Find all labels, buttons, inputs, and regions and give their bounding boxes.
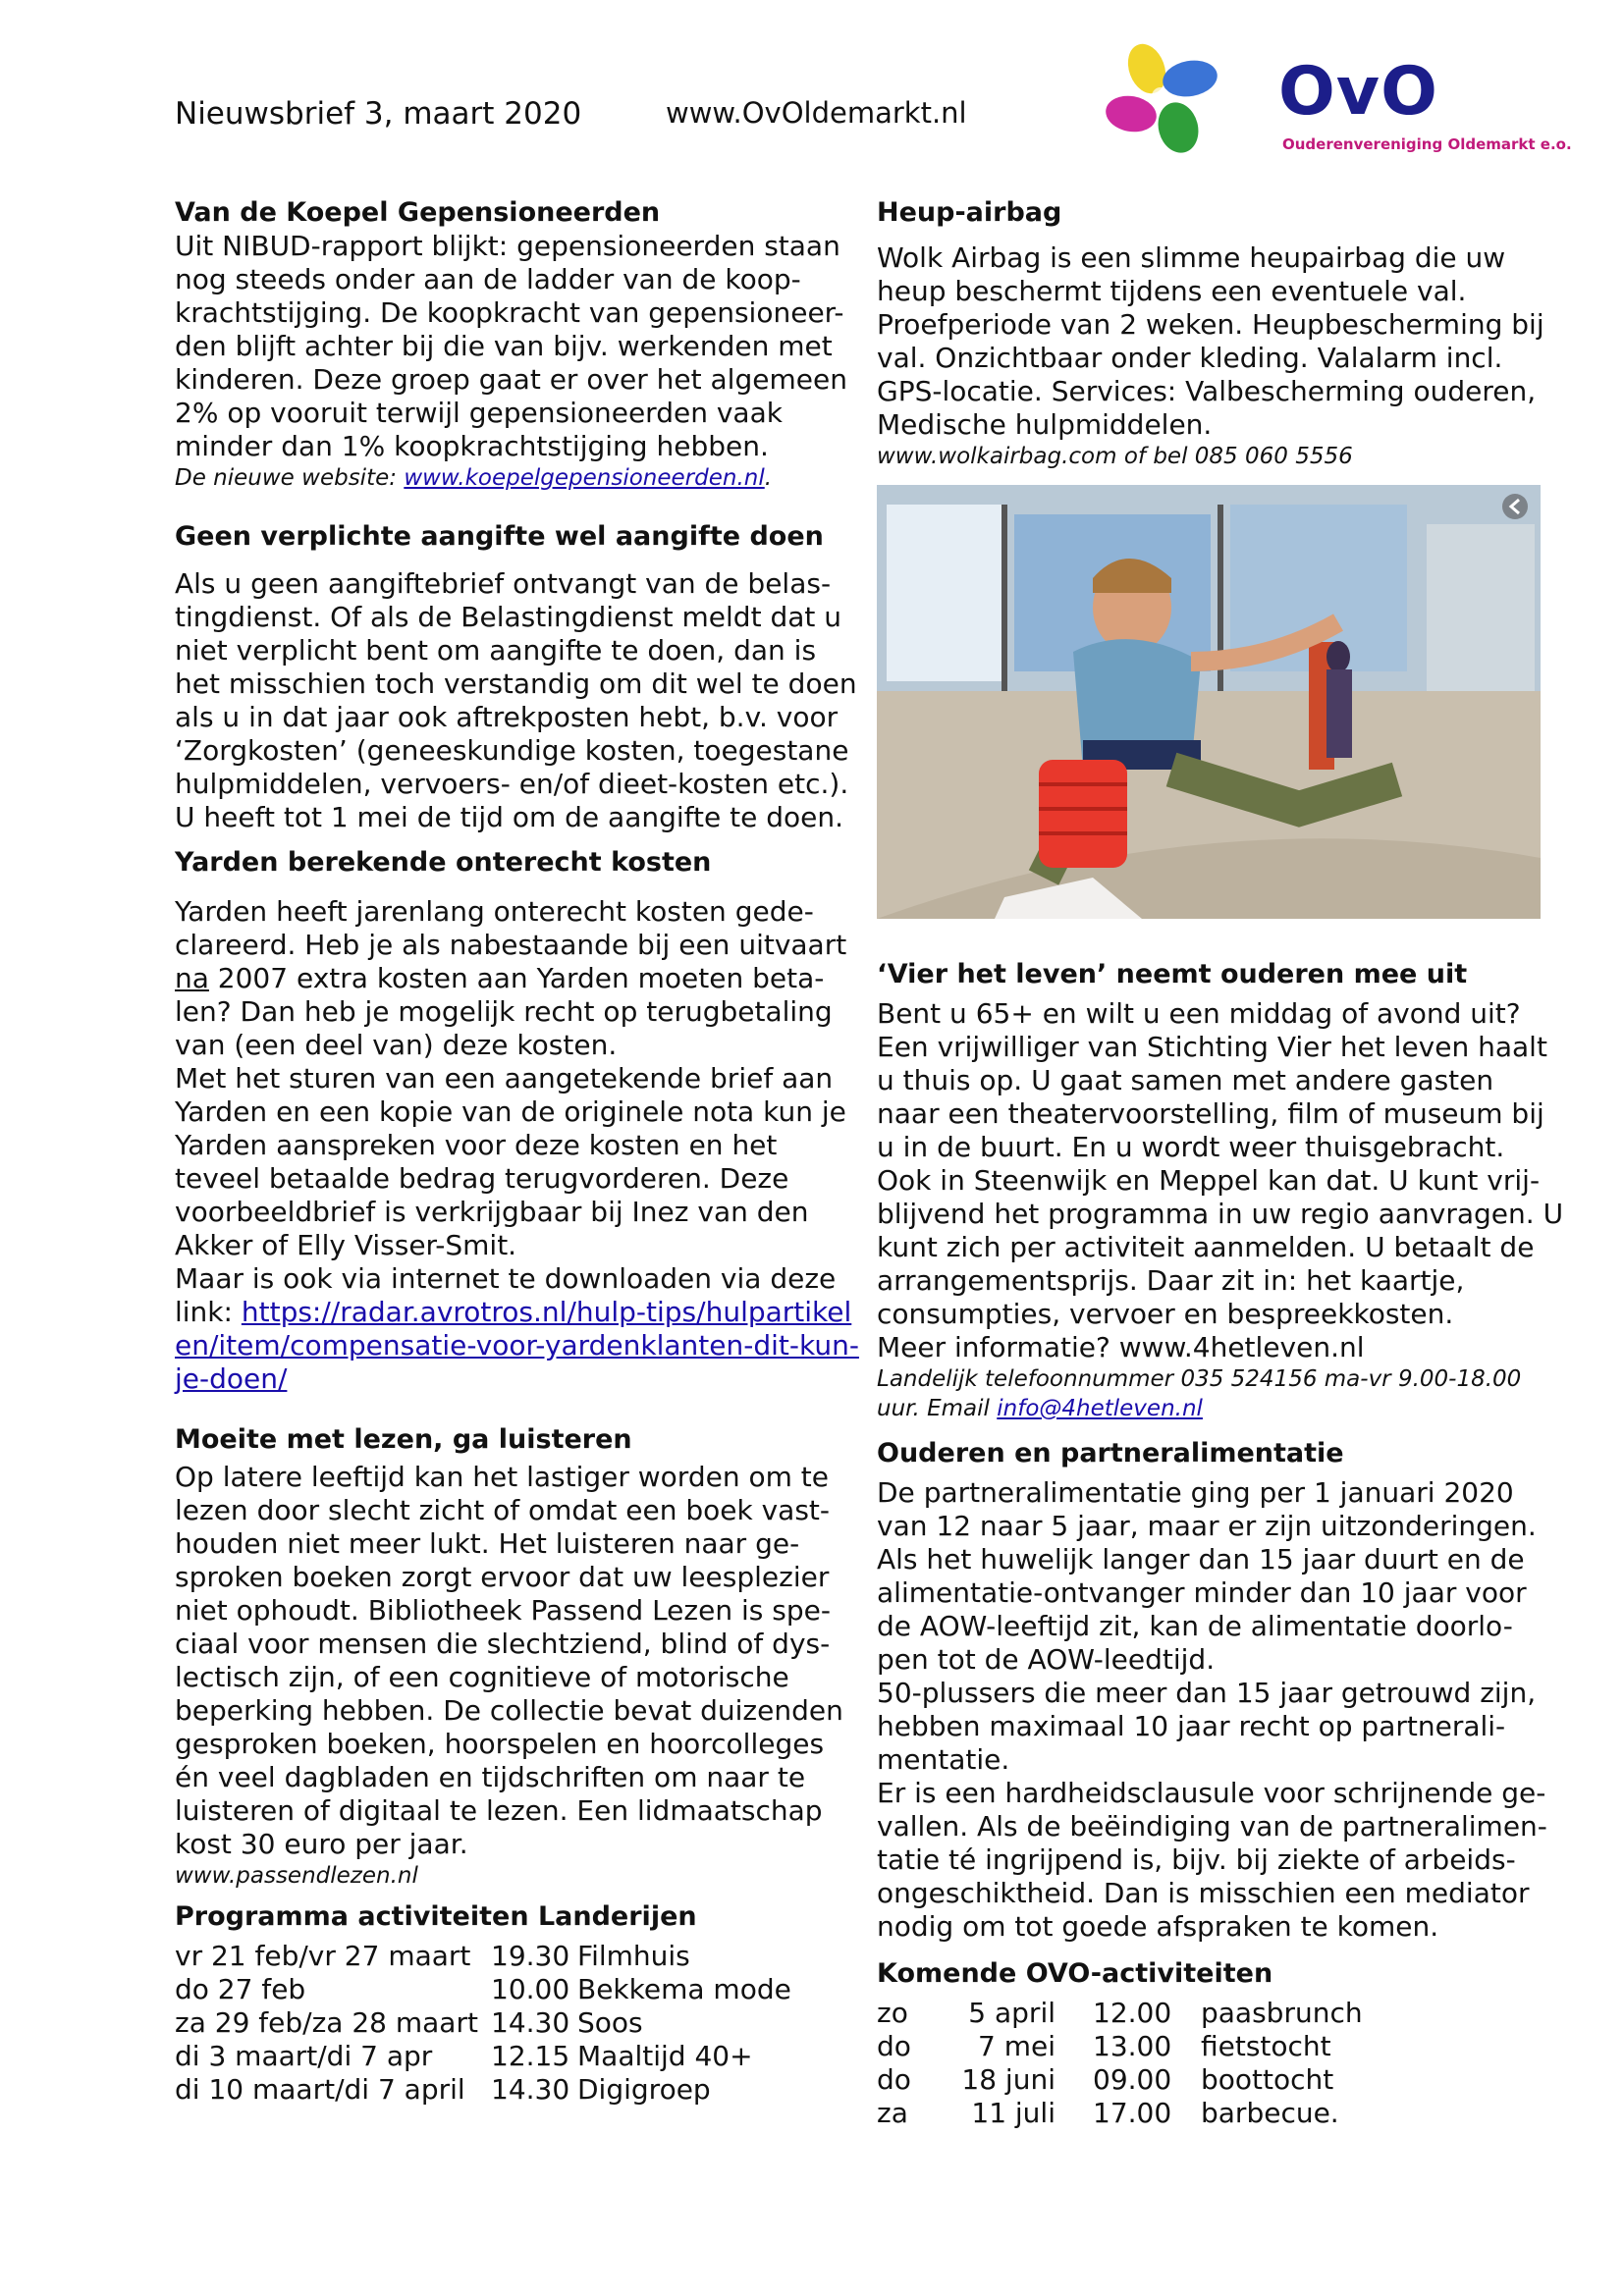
yarden-body-1u: na bbox=[175, 962, 209, 994]
activity-time: 09.00 bbox=[1093, 2063, 1172, 2096]
activity-row bbox=[877, 2063, 1363, 2097]
schedule-time: 14.30 bbox=[491, 2006, 570, 2039]
activity-day: do bbox=[877, 2063, 911, 2096]
activity-what: paasbrunch bbox=[1201, 1997, 1363, 2029]
schedule-date: vr 21 feb/vr 27 maart bbox=[175, 1940, 471, 1972]
airbag-source: www.wolkairbag.com of bel 085 060 5556 bbox=[877, 444, 1353, 469]
schedule-time: 10.00 bbox=[491, 1973, 570, 2005]
activity-time: 13.00 bbox=[1093, 2030, 1172, 2062]
schedule-row bbox=[175, 2040, 791, 2073]
yarden-body-1b: 2007 extra kosten aan Yarden moeten beta-len? Dan heb je mogelijk recht op terugbetaling van (een deel van) deze kosten. bbox=[175, 962, 833, 1061]
vier-body: Bent u 65+ en wilt u een middag of avond uit? Een vrijwilliger van Stichting Vier het leven haalt u thuis op. U gaat samen met andere gasten naar een theatervoorstelling, film of museum bij u in de buurt. En u wordt weer thuisgebracht. Ook in Steenwijk en Meppel kan dat. U kunt vrij-blijvend het programma in uw regio aanvragen. U kunt zich per activiteit aanmelden. U betaalt de arrangementsprijs. Daar zit in: het kaartje, consumpties, vervoer en bespreekkosten. bbox=[877, 997, 1564, 1330]
yarden-body-1a: Yarden heeft jarenlang onterecht kosten gede-clareerd. Heb je als nabestaande bij een uitvaart bbox=[175, 895, 847, 961]
alimentatie-body-1: De partneralimentatie ging per 1 januari 2020 van 12 naar 5 jaar, maar er zijn uitzonderingen. Als het huwelijk langer dan 15 jaar duurt en de alimentatie-ontvanger minder dan 10 jaar voor de AOW-leeftijd zit, kan de alimentatie doorlo-pen tot de AOW-leedtijd. bbox=[877, 1476, 1537, 1676]
vier-source bbox=[877, 1364, 1564, 1423]
yarden-body-3 bbox=[175, 1262, 862, 1396]
airbag-demo-image bbox=[877, 485, 1541, 919]
activity-row bbox=[877, 1997, 1363, 2030]
vier-email-link[interactable]: info@4hetleven.nl bbox=[997, 1396, 1203, 1421]
koepel-source bbox=[175, 463, 862, 493]
schedule-activity: Filmhuis bbox=[577, 1940, 690, 1972]
activity-row bbox=[877, 2097, 1363, 2130]
flower-logo-icon bbox=[1100, 37, 1237, 165]
koepel-source-label: De nieuwe website: bbox=[175, 465, 405, 491]
landerijen-heading: Programma activiteiten Landerijen bbox=[175, 1901, 697, 1932]
landerijen-schedule bbox=[175, 1940, 791, 2107]
koepel-source-suffix: . bbox=[764, 465, 773, 491]
schedule-activity: Soos bbox=[577, 2006, 643, 2039]
alimentatie-heading: Ouderen en partneralimentatie bbox=[877, 1438, 1344, 1468]
schedule-date: di 10 maart/di 7 april bbox=[175, 2073, 465, 2106]
activity-what: boottocht bbox=[1201, 2063, 1334, 2096]
activity-time: 12.00 bbox=[1093, 1997, 1172, 2029]
activity-date: 7 mei bbox=[978, 2030, 1056, 2062]
alimentatie-body-2: 50-plussers die meer dan 15 jaar getrouwd zijn, hebben maximaal 10 jaar recht op partnerali-mentatie. bbox=[877, 1677, 1537, 1776]
lezen-heading: Moeite met lezen, ga luisteren bbox=[175, 1424, 632, 1455]
yarden-body-2: Met het sturen van een aangetekende brief aan Yarden en een kopie van de originele nota kun je Yarden aanspreken voor deze kosten en het teveel betaalde bedrag terugvorderen. Deze voorbeeldbrief is verkrijgbaar bij Inez van den Akker of Elly Visser-Smit. bbox=[175, 1062, 846, 1261]
ovo-heading: Komende OVO-activiteiten bbox=[877, 1958, 1273, 1989]
koepel-heading: Van de Koepel Gepensioneerden bbox=[175, 197, 661, 228]
airbag-photo bbox=[877, 485, 1541, 919]
activity-what: barbecue. bbox=[1201, 2097, 1339, 2129]
schedule-date: za 29 feb/za 28 maart bbox=[175, 2006, 478, 2039]
activity-what: fietstocht bbox=[1201, 2030, 1331, 2062]
activity-date: 11 juli bbox=[971, 2097, 1056, 2129]
yarden-body-1 bbox=[175, 895, 862, 1062]
schedule-time: 14.30 bbox=[491, 2073, 570, 2106]
yarden-link-intro: Maar is ook via internet te downloaden via deze link: bbox=[175, 1262, 837, 1328]
koepel-body: Uit NIBUD-rapport blijkt: gepensioneerden staan nog steeds onder aan de ladder van de koop-krachtstijging. De koopkracht van gepensioneer-den blijft achter bij die van bijv. werkenden met kinderen. Deze groep gaat er over het algemeen 2% op vooruit terwijl gepensioneerden vaak minder dan 1% koopkrachtstijging hebben. bbox=[175, 230, 847, 462]
logo-subtitle: Ouderenvereniging Oldemarkt e.o. bbox=[1282, 135, 1572, 153]
activity-date: 5 april bbox=[968, 1997, 1056, 2029]
vier-source-text: Landelijk telefoonnummer 035 524156 ma-vr 9.00-18.00 uur. Email bbox=[877, 1366, 1522, 1421]
schedule-row bbox=[175, 2006, 791, 2040]
aangifte-body: Als u geen aangiftebrief ontvangt van de belas-tingdienst. Of als de Belastingdienst meldt dat u niet verplicht bent om aangifte te doen, dan is het misschien toch verstandig om dit wel te doen als u in dat jaar ook aftrekposten hebt, b.v. voor ‘Zorgkosten’ (geneeskundige kosten, toegestane hulpmiddelen, vervoers- en/of dieet-kosten etc.). U heeft tot 1 mei de tijd om de aangifte te doen. bbox=[175, 567, 857, 833]
schedule-time: 12.15 bbox=[491, 2040, 570, 2072]
schedule-row bbox=[175, 2073, 791, 2107]
aangifte-heading: Geen verplichte aangifte wel aangifte doen bbox=[175, 521, 824, 552]
yarden-link[interactable]: https://radar.avrotros.nl/hulp-tips/hulpartikelen/item/compensatie-voor-yardenklanten-dit-kun-je-doen/ bbox=[175, 1296, 859, 1395]
schedule-date: do 27 feb bbox=[175, 1973, 306, 2005]
activity-time: 17.00 bbox=[1093, 2097, 1172, 2129]
left-column bbox=[175, 196, 862, 2107]
ovo-logo bbox=[1100, 37, 1572, 165]
schedule-time: 19.30 bbox=[491, 1940, 570, 1972]
schedule-activity: Digigroep bbox=[577, 2073, 711, 2106]
schedule-date: di 3 maart/di 7 apr bbox=[175, 2040, 433, 2072]
logo-wordmark: OvO bbox=[1278, 53, 1438, 131]
lezen-body: Op latere leeftijd kan het lastiger worden om te lezen door slecht zicht of omdat een boek vast-houden niet meer lukt. Het luisteren naar ge-sproken boeken zorgt ervoor dat uw leesplezier niet ophoudt. Bibliotheek Passend Lezen is spe-ciaal voor mensen die slechtziend, blind of dys-lectisch zijn, of een cognitieve of motorische beperking hebben. De collectie bevat duizenden gesproken boeken, hoorspelen en hoorcolleges én veel dagbladen en tijdschriften om naar te luisteren of digitaal te lezen. Een lidmaatschap kost 30 euro per jaar. bbox=[175, 1461, 843, 1860]
ovo-schedule bbox=[877, 1997, 1363, 2130]
schedule-row bbox=[175, 1940, 791, 1973]
vier-more: Meer informatie? www.4hetleven.nl bbox=[877, 1331, 1365, 1363]
vier-heading: ‘Vier het leven’ neemt ouderen mee uit bbox=[877, 959, 1468, 989]
activity-day: do bbox=[877, 2030, 911, 2062]
koepel-website-link[interactable]: www.koepelgepensioneerden.nl bbox=[404, 465, 765, 491]
newsletter-title: Nieuwsbrief 3, maart 2020 bbox=[175, 96, 582, 132]
airbag-heading: Heup-airbag bbox=[877, 197, 1062, 228]
schedule-activity: Bekkema mode bbox=[577, 1973, 791, 2005]
activity-row bbox=[877, 2030, 1363, 2063]
schedule-activity: Maaltijd 40+ bbox=[577, 2040, 753, 2072]
activity-day: za bbox=[877, 2097, 908, 2129]
schedule-row bbox=[175, 1973, 791, 2006]
alimentatie-body-3: Er is een hardheidsclausule voor schrijnende ge-vallen. Als de beëindiging van de partneralimen-tatie té ingrijpend is, bijv. bij ziekte of arbeids-ongeschiktheid. Dan is misschien een mediator nodig om tot goede afspraken te komen. bbox=[877, 1777, 1547, 1943]
right-column bbox=[877, 196, 1564, 2130]
activity-day: zo bbox=[877, 1997, 908, 2029]
website-url: www.OvOldemarkt.nl bbox=[666, 96, 967, 130]
lezen-source: www.passendlezen.nl bbox=[175, 1863, 418, 1889]
airbag-body: Wolk Airbag is een slimme heupairbag die uw heup beschermt tijdens een eventuele val. Proefperiode van 2 weken. Heupbescherming bij val. Onzichtbaar onder kleding. Valalarm incl. GPS-locatie. Services: Valbescherming ouderen, Medische hulpmiddelen. bbox=[877, 241, 1544, 441]
yarden-heading: Yarden berekende onterecht kosten bbox=[175, 847, 712, 878]
activity-date: 18 juni bbox=[961, 2063, 1056, 2096]
